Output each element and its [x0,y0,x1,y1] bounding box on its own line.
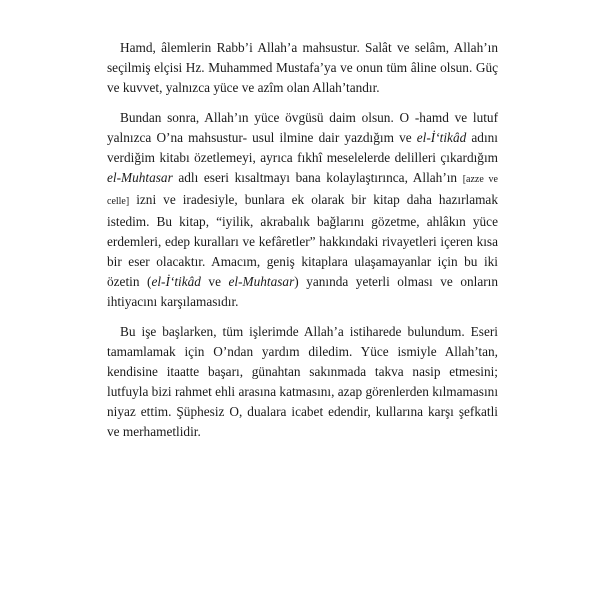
book-title: el-İ‘tikâd [416,130,467,145]
body-text [107,38,498,442]
text-segment: ) yanında yeterli olması ve onların ihtiyacını karşılamasıdır. [107,274,498,309]
text-segment: Bundan sonra, Allah’ın yüce övgüsü daim olsun. O -hamd ve lutuf yalnızca O’na mahsustur- usul ilmine dair yazdığım ve [107,110,498,145]
book-title: el-Muhtasar [107,170,173,185]
paragraph-supplication [107,322,498,442]
paragraph-purpose [107,108,498,312]
text-segment: Bu işe başlarken, tüm işlerimde Allah’a istiharede bulundum. Eseri tamamlamak için O’ndan yardım diledim. Yüce ismiyle Allah’tan, kendisine itaatte başarı, günahtan sakınmada takva nasip etmesini; lutfuyla bizi rahmet ehli arasına katmasını, azap görenlerden kılmamasını niyaz ettim. Şüphesiz O, dualara icabet edendir, kullarına karşı şefkatli ve merhametlidir. [107,324,499,439]
book-title: el-İ‘tikâd [151,274,201,289]
paragraph-intro [107,38,498,98]
book-title: el-Muhtasar [228,274,295,289]
text-segment: adlı eseri kısaltmayı bana kolaylaştırınca, Allah’ın [172,170,463,185]
text-segment: izni ve iradesiyle, bunlara ek olarak bir kitap daha hazırlamak istedim. Bu kitap, “iyilik, akrabalık bağlarını gözetme, ahlâkın yüce erdemleri, edep kuralları ve kefâretler” hakkındaki rivayetleri içeren kısa bir eser olacaktır. Amacım, geniş kitaplara ulaşamayanlar için bu iki özetin ( [107,192,498,289]
text-segment: adını verdiğim kitabı özetlemeyi, ayrıca fıkhî meselelerde delilleri çıkardığım [107,130,498,165]
honorific-phrase: [azze ve celle] [107,174,498,207]
text-segment: ve [200,274,229,289]
text-segment: Hamd, âlemlerin Rabb’i Allah’a mahsustur. Salât ve selâm, Allah’ın seçilmiş elçisi Hz. Muhammed Mustafa’ya ve onun tüm âline olsun. Güç ve kuvvet, yalnızca yüce ve azîm olan Allah’tandır. [107,40,498,95]
